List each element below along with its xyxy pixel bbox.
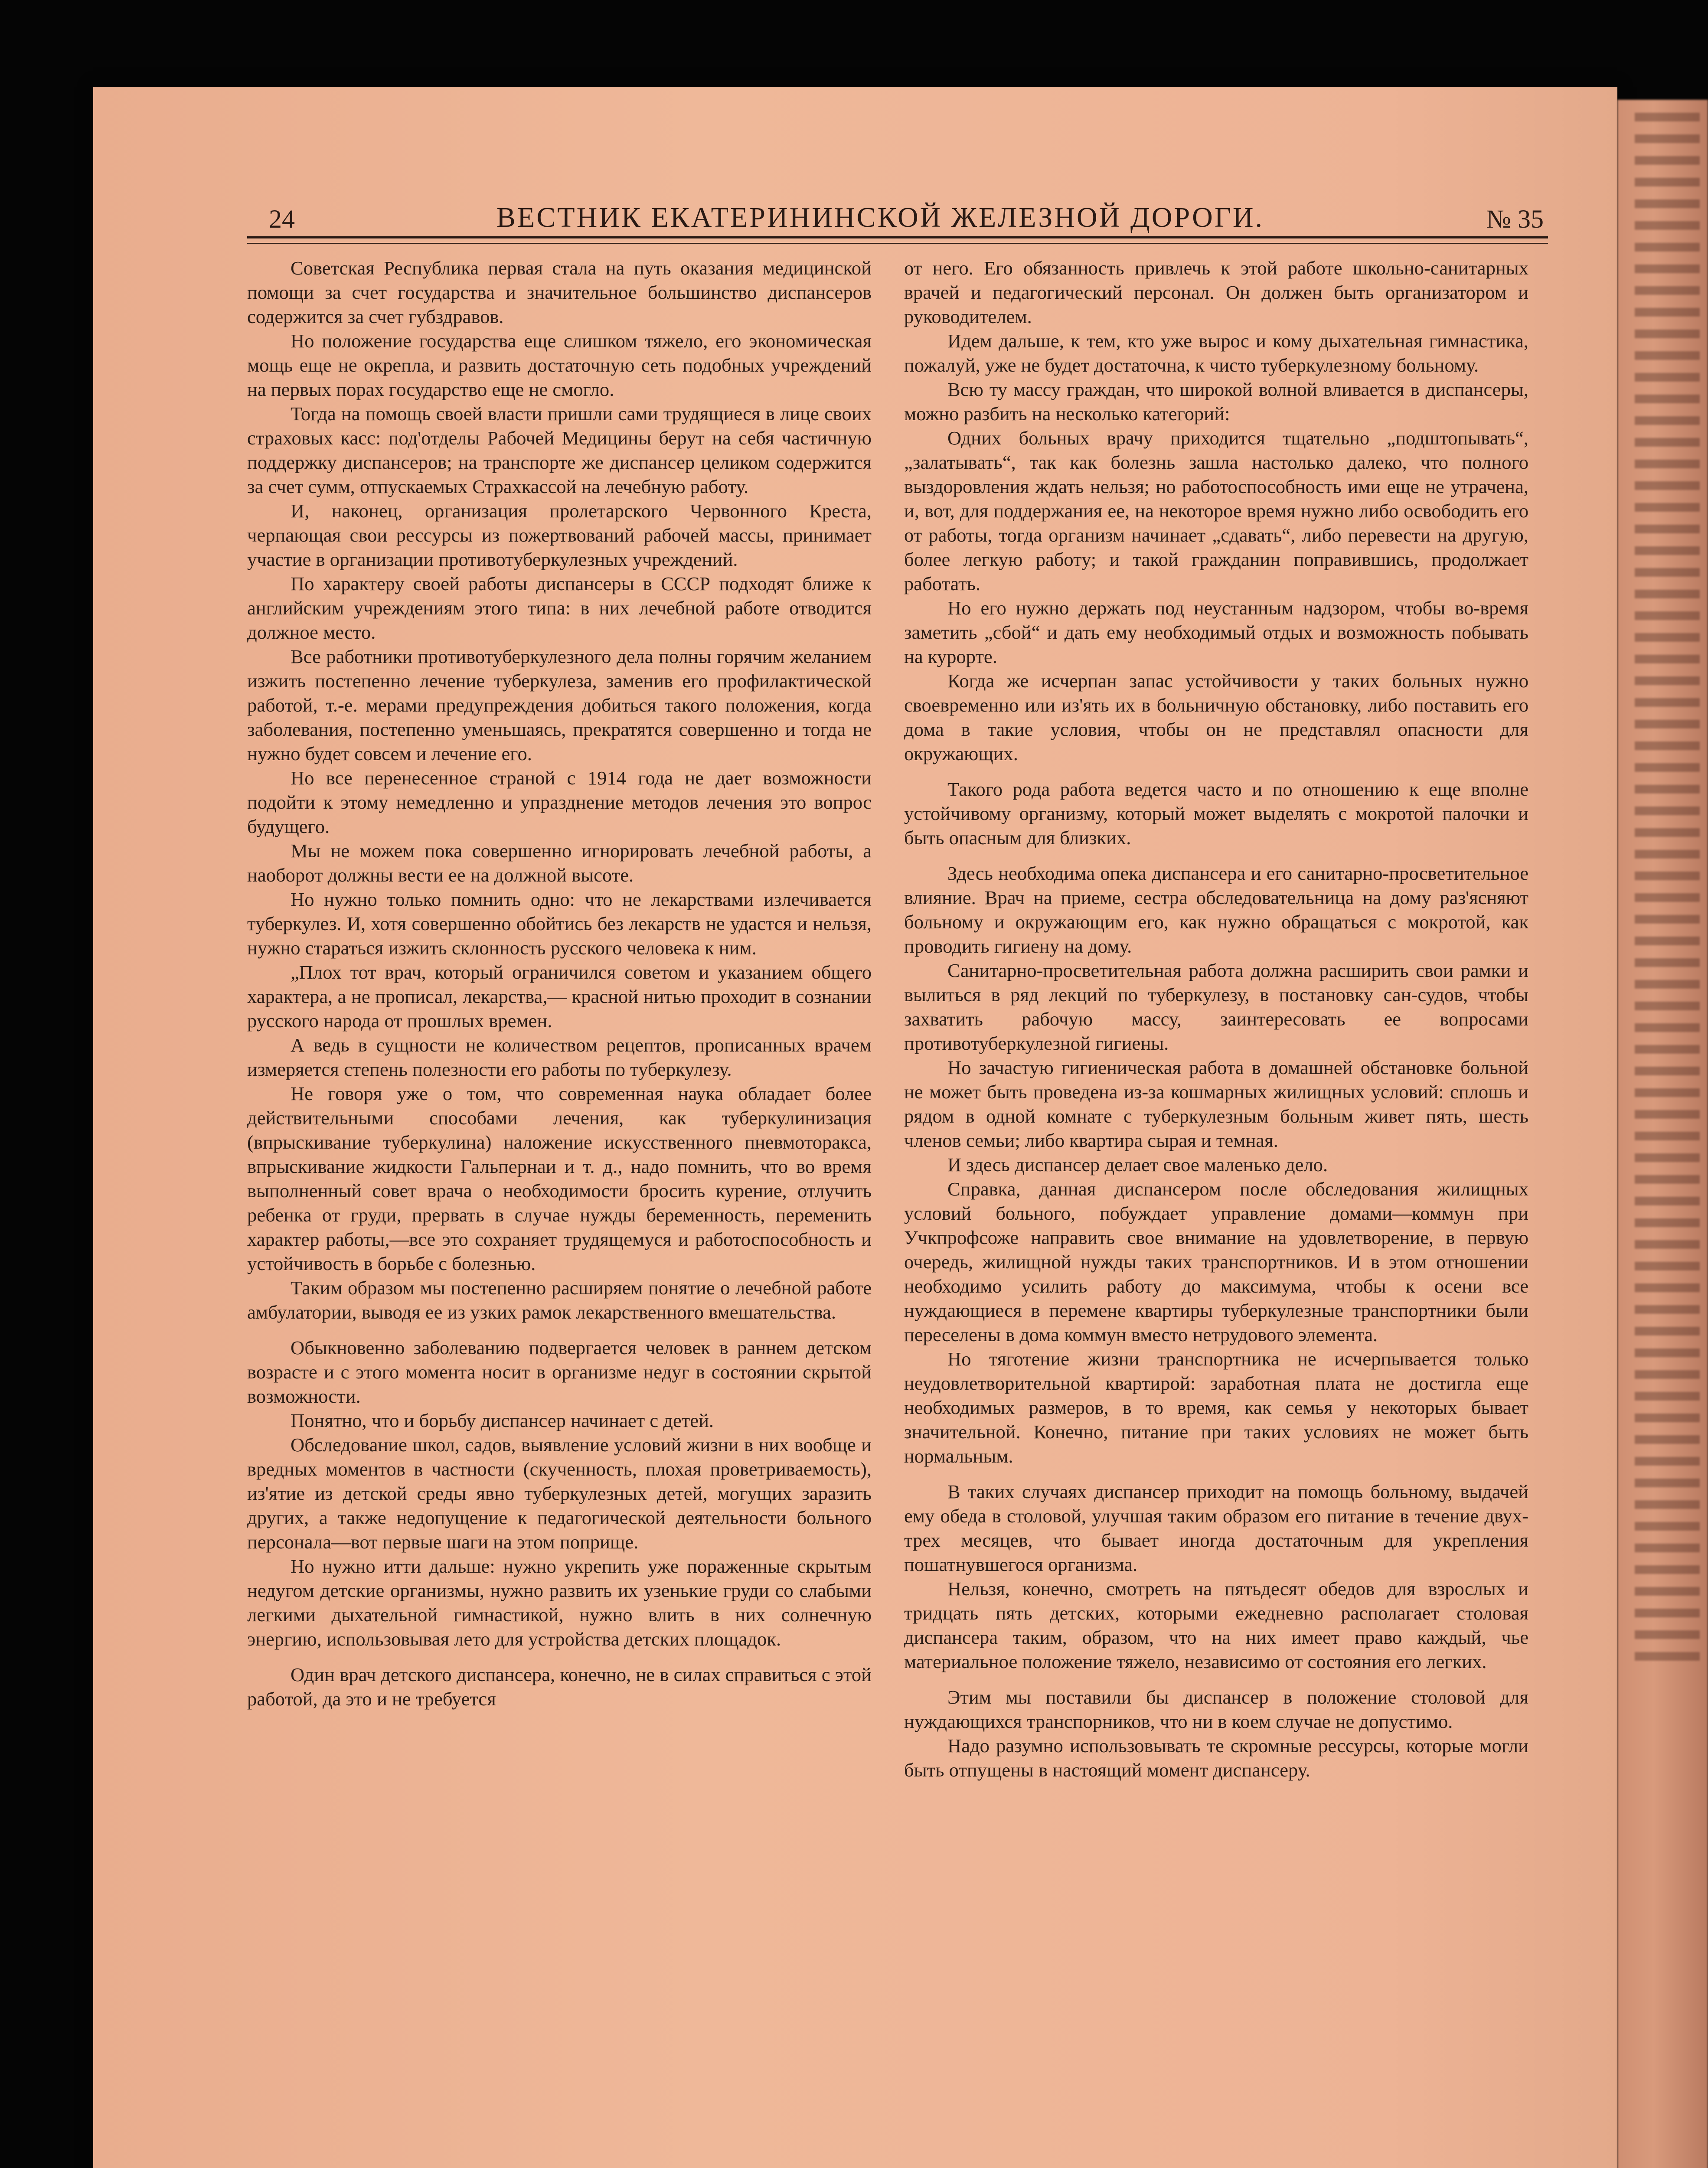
paragraph: Один врач детского диспансера, конечно, не в силах справиться с этой работой, да это и не требуется bbox=[247, 1664, 872, 1710]
paragraph: Но его нужно держать под неустанным надзором, чтобы во-время заметить „сбой“ и дать ему необходимый отдых и возможность побывать на курорте. bbox=[904, 597, 1528, 667]
paragraph: Мы не можем пока совершенно игнорировать лечебной работы, а наоборот должны вести ее на должной высоте. bbox=[247, 840, 872, 886]
paragraph: Тогда на помощь своей власти пришли сами трудящиеся в лице своих страховых касс: под'отделы Рабочей Медицины берут на себя частичную поддержку диспансеров; на транспорте же диспансер целиком содержится за счет сумм, отпускаемых Страхкассой на лечебную работу. bbox=[247, 403, 872, 497]
paragraph: Но положение государства еще слишком тяжело, его экономическая мощь еще не окрепла, и развить достаточную сеть подобных учреждений на первых порах государство еще не смогло. bbox=[247, 330, 872, 400]
paragraph: от него. Его обязанность привлечь к этой работе школьно-санитарных врачей и педагогический персонал. Он должен быть организатором и руководителем. bbox=[904, 257, 1528, 327]
paragraph: Но нужно только помнить одно: что не лекарствами излечивается туберкулез. И, хотя совершенно обойтись без лекарств не удастся и нельзя, нужно стараться изжить склонность русского человека к ним. bbox=[247, 888, 872, 959]
paragraph: Обследование школ, садов, выявление условий жизни в них вообще и вредных моментов в частности (скученность, плохая проветриваемость), из'ятие из детской среды явно туберкулезных детей, могущих заразить других, а также недопущение к педагогической деятельности больного персонала—вот первые шаги на этом поприще. bbox=[247, 1434, 872, 1553]
paragraph: Советская Республика первая стала на путь оказания медицинской помощи за счет государства и значительное большинство диспансеров содержится за счет губздравов. bbox=[247, 257, 872, 327]
header-rule bbox=[247, 236, 1548, 244]
paragraph: Не говоря уже о том, что современная наука обладает более действительными способами лечения, как туберкулинизация (впрыскивание туберкулина) наложение искусственного пневмоторакса, впрыскивание жидкости Гальпернаи и т. д., надо помнить, что во время выполненный совет врача о необходимости бросить курение, отлучить ребенка от груди, прервать в случае нужды беременность, переменить характер работы,—все это сохраняет трудящемуся и работоспособность и устойчивость в борьбе с болезнью. bbox=[247, 1083, 872, 1274]
paragraph: Но нужно итти дальше: нужно укрепить уже пораженные скрытым недугом детские организмы, нужно развить их узенькие груди со слабыми легкими дыхательной гимнастикой, нужно влить в них солнечную энергию, использовывая лето для устройства детских площадок. bbox=[247, 1555, 872, 1650]
paragraph: Все работники противотуберкулезного дела полны горячим желанием изжить постепенно лечение туберкулеза, заменив его профилактической работой, т.-е. мерами предупреждения добиться такого положения, когда заболевания, постепенно уменьшаясь, прекратятся совершенно и тогда не нужно будет совсем и лечение его. bbox=[247, 646, 872, 764]
paragraph: Всю ту массу граждан, что широкой волной вливается в диспансеры, можно разбить на несколько категорий: bbox=[904, 379, 1528, 424]
page-number: 24 bbox=[269, 205, 295, 233]
paragraph: И, наконец, организация пролетарского Червонного Креста, черпающая свои рессурсы из пожертвований рабочей массы, принимает участие в организации противотуберкулезных учреждений. bbox=[247, 500, 872, 570]
paragraph: Но зачастую гигиеническая работа в домашней обстановке больной не может быть проведена из-за кошмарных жилищных условий: сплошь и рядом в одной комнате с туберкулезным больным живет пять, шесть членов семьи; либо квартира сырая и темная. bbox=[904, 1057, 1528, 1151]
paragraph: Нельзя, конечно, смотреть на пятьдесят обедов для взрослых и тридцать пять детских, которыми ежедневно располагает столовая диспансера таким, образом, что на них имеет право каждый, чье материальное положение тяжело, независимо от состояния его легких. bbox=[904, 1578, 1528, 1672]
paragraph: Здесь необходима опека диспансера и его санитарно-просветительное влияние. Врач на приеме, сестра обследовательница на дому раз'ясняют больному и окружающим его, как нужно обращаться с мокротой, как проводить гигиену на дому. bbox=[904, 862, 1528, 957]
adjacent-page-edge bbox=[1617, 100, 1708, 2168]
paragraph: Идем дальше, к тем, кто уже вырос и кому дыхательная гимнастика, пожалуй, уже не будет достаточна, к чисто туберкулезному больному. bbox=[904, 330, 1528, 376]
page-header bbox=[269, 191, 1544, 234]
paragraph: Когда же исчерпан запас устойчивости у таких больных нужно своевременно или из'ять их в больничную обстановку, либо поставить его дома в такие условия, чтобы он не представлял опасности для окружающих. bbox=[904, 670, 1528, 764]
paragraph: Одних больных врачу приходится тщательно „подштопывать“, „залатывать“, так как болезнь зашла настолько далеко, что полного выздоровления ждать нельзя; но работоспособность ими еще не утрачена, и, вот, для поддержания ее, на некоторое время нужно либо освободить его от работы, тогда организм начинает „сдавать“, либо перевести на другую, более легкую работу; и такой гражданин поправившись, продолжает работать. bbox=[904, 427, 1528, 594]
right-column bbox=[904, 256, 1528, 1782]
publication-title: ВЕСТНИК ЕКАТЕРИНИНСКОЙ ЖЕЛЕЗНОЙ ДОРОГИ. bbox=[496, 202, 1264, 233]
paragraph: А ведь в сущности не количеством рецептов, прописанных врачем измеряется степень полезности его работы по туберкулезу. bbox=[247, 1034, 872, 1080]
paragraph: Санитарно-просветительная работа должна расширить свои рамки и вылиться в ряд лекций по туберкулезу, в постановку сан-судов, чтобы захватить рабочую массу, заинтересовать ее вопросами противотуберкулезной гигиены. bbox=[904, 960, 1528, 1054]
paragraph: Надо разумно использовывать те скромные рессурсы, которые могли быть отпущены в настоящий момент диспансеру. bbox=[904, 1735, 1528, 1781]
paragraph: Но все перенесенное страной с 1914 года не дает возможности подойти к этому немедленно и упразднение методов лечения это вопрос будущего. bbox=[247, 767, 872, 837]
paragraph: Такого рода работа ведется часто и по отношению к еще вполне устойчивому организму, который может выделять с мокротой палочки и быть опасным для близких. bbox=[904, 778, 1528, 849]
paragraph: Понятно, что и борьбу диспансер начинает с детей. bbox=[291, 1410, 714, 1431]
paragraph: Справка, данная диспансером после обследования жилищных условий больного, побуждает управление домами—коммун при Учкпрофсоже направить свое внимание на удовлетворение, в первую очередь, жилищной нужды таких транспортников. И в этом отношении необходимо усилить работу до максимума, чтобы к осени все нуждающиеся в перемене квартиры туберкулезные транспортники были переселены в дома коммун вместо нетрудового элемента. bbox=[904, 1178, 1528, 1345]
left-column bbox=[247, 256, 872, 1711]
issue-number: № 35 bbox=[1486, 205, 1544, 233]
paragraph: В таких случаях диспансер приходит на помощь больному, выдачей ему обеда в столовой, улучшая таким образом его питание в течение двух-трех месяцев, что бывает иногда достаточным для укрепления пошатнувшегося организма. bbox=[904, 1481, 1528, 1575]
paragraph: Обыкновенно заболеванию подвергается человек в раннем детском возрасте и с этого момента носит в организме недуг в состоянии скрытой возможности. bbox=[247, 1337, 872, 1407]
paragraph: Но тяготение жизни транспортника не исчерпывается только неудовлетворительной квартирой: заработная плата не достигла еще необходимых размеров, в то время, как семья у некоторых бывает значительной. Конечно, питание при таких условиях не может быть нормальным. bbox=[904, 1348, 1528, 1467]
paragraph: Этим мы поставили бы диспансер в положение столовой для нуждающихся транспорников, что ни в коем случае не допустимо. bbox=[904, 1686, 1528, 1732]
paragraph: „Плох тот врач, который ограничился советом и указанием общего характера, а не прописал, лекарства,— красной нитью проходит в сознании русского народа от прошлых времен. bbox=[247, 961, 872, 1032]
paragraph: Таким образом мы постепенно расширяем понятие о лечебной работе амбулатории, выводя ее из узких рамок лекарственного вмешательства. bbox=[247, 1277, 872, 1323]
paragraph: И здесь диспансер делает свое маленько дело. bbox=[947, 1154, 1328, 1175]
paragraph: По характеру своей работы диспансеры в СССР подходят ближе к английским учреждениям этого типа: в них лечебной работе отводится должное место. bbox=[247, 573, 872, 643]
